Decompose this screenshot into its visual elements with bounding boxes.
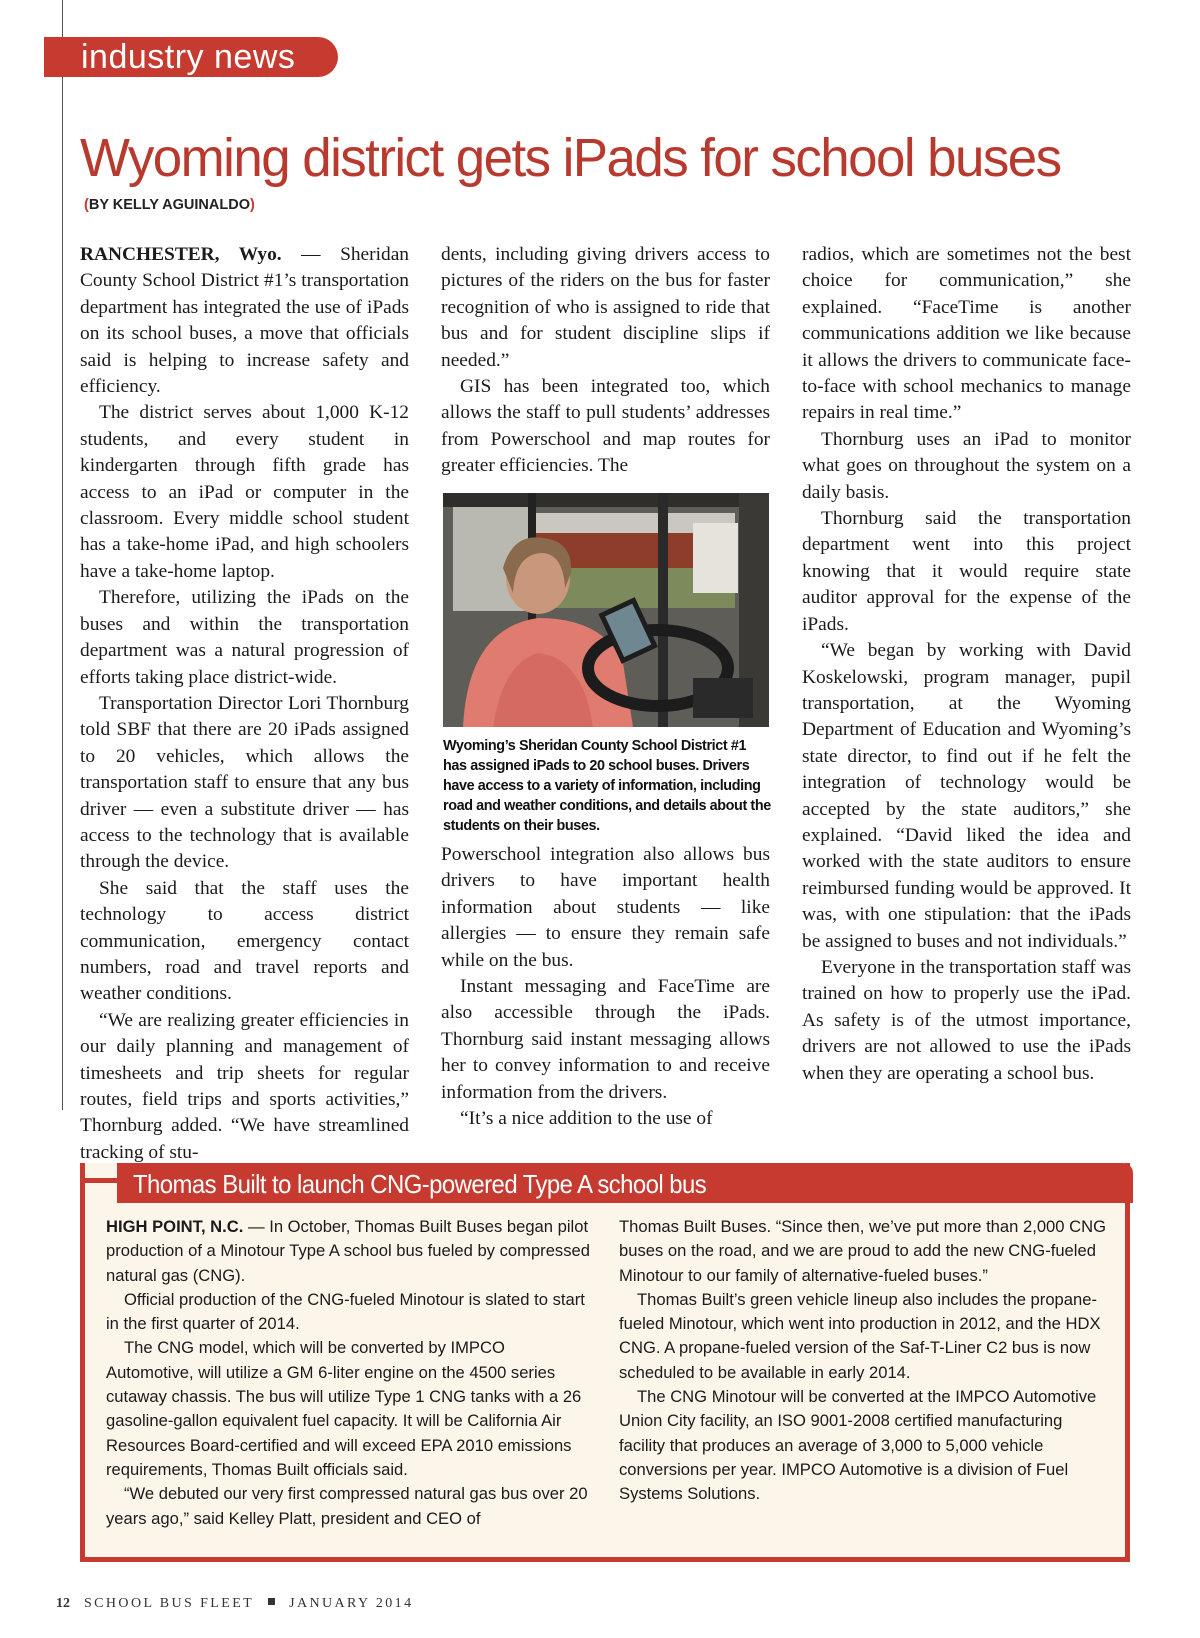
paragraph [80,242,409,400]
paragraph: The CNG model, which will be converted by IMPCO Automotive, will utilize a GM 6-liter engine on the 4500 series cutaway chassis. The bus will utilize Type 1 CNG tanks with a 26 gasoline-gallon equivalent fuel capacity. It will be California Air Resources Board-certified and will exceed EPA 2010 emissions requirements, Thomas Built officials said. [106,1338,582,1479]
paragraph: “We began by working with David Koskelowski, program manager, pupil transportation, at the Wyoming Department of Education and Wyoming’s state director, to find out if he felt the integration of technology would be accepted by the state auditors,” she explained. “David liked the idea and worked with the state auditors to ensure reimbursed funding would be approved. It was, with one stipulation: that the iPads be assigned to buses and not individuals.” [802,640,1131,952]
article-headline: Wyoming district gets iPads for school buses [80,128,1061,188]
paragraph: “It’s a nice addition to the use of [460,1108,713,1130]
byline: (BY KELLY AGUINALDO) [84,197,255,213]
paragraph [106,1215,594,1288]
margin-rule [62,0,63,1110]
paragraph: Therefore, utilizing the iPads on the buses and within the transportation department was a natural progression of efforts taking place district-wide. [80,587,409,688]
paragraph: The CNG Minotour will be converted at the IMPCO Automotive Union City facility, an ISO 9001-2008 certified manufacturing facility that produces an average of 3,000 to 5,000 vehicle conversions per year. IMPCO Automotive is a division of Fuel Systems Solutions. [619,1387,1097,1504]
paragraph: radios, which are sometimes not the best choice for communication,” she explained. “FaceTime is another communications addition we like because it allows the drivers to communicate face-to-face with school mechanics to manage repairs in real time.” [802,244,1131,424]
sidebar-column-1 [106,1215,594,1531]
sidebar-column-2 [619,1215,1107,1507]
article-column-2-bottom [441,842,770,1130]
dateline: RANCHESTER, Wyo. [80,244,282,265]
paragraph: “We debuted our very first compressed natural gas bus over 20 years ago,” said Kelley Platt, president and CEO of [106,1484,588,1528]
paragraph: Transportation Director Lori Thornburg told SBF that there are 20 iPads assigned to 20 vehicles, which allows the transportation staff to ensure that any bus driver — even a substitute driver — has access to the technology that is available through the device. [80,692,409,873]
page-footer [56,1596,413,1612]
sidebar-title: Thomas Built to launch CNG-powered Type A school bus [133,1169,707,1199]
paragraph-text: — Sheridan County School District #1’s transportation department has integrated the use of iPads on its school buses, a move that officials said is helping to increase safety and efficiency. [80,244,409,398]
paragraph: Powerschool integration also allows bus drivers to have important health information about students — like allergies — to ensure they remain safe while on the bus. [441,844,770,971]
paragraph: “We are realizing greater efficiencies in our daily planning and management of timesheets and trip sheets for regular routes, field trips and sports activities,” Thornburg added. “We have streamlined tracking of stu- [80,1009,409,1163]
issue-date: JANUARY 2014 [289,1596,414,1611]
paragraph: Thornburg uses an iPad to monitor what goes on throughout the system on a daily basis. [802,428,1131,503]
bus-driver-photo [443,493,769,727]
paragraph: Instant messaging and FaceTime are also accessible through the iPads. Thornburg said instant messaging allows her to convey information to and receive information from the drivers. [441,976,770,1103]
magazine-name: SCHOOL BUS FLEET [84,1596,255,1611]
sidebar-corner-rule [80,1178,120,1183]
sidebar-dateline: HIGH POINT, N.C. [106,1217,244,1236]
paragraph: dents, including giving drivers access to pictures of the riders on the bus for faster recognition of who is assigned to ride that bus and for student discipline slips if needed.” [441,244,770,371]
paragraph-text: — In October, Thomas Built Buses began pilot production of a Minotour Type A school bus fueled by compressed natural gas (CNG). [106,1217,590,1285]
paragraph: GIS has been integrated too, which allows the staff to pull students’ addresses from Powerschool and map routes for greater efficiencies. The [441,376,770,477]
section-tab: industry news [44,37,338,77]
byline-text: BY KELLY AGUINALDO [88,197,250,213]
paragraph: The district serves about 1,000 K-12 students, and every student in kindergarten through fifth grade has access to an iPad or computer in the classroom. Every middle school student has a take-home iPad, and high schoolers have a take-home laptop. [80,402,409,582]
article-column-3 [802,242,1131,1112]
separator-square [268,1598,275,1605]
paragraph: Official production of the CNG-fueled Minotour is slated to start in the first quarter of 2014. [106,1289,585,1334]
paragraph: Everyone in the transportation staff was trained on how to properly use the iPad. As safety is of the utmost importance, drivers are not allowed to use the iPads when they are operating a school bus. [802,956,1131,1084]
paragraph: Thornburg said the transportation department went into this project knowing that it would require state auditor approval for the expense of the iPads. [802,508,1131,635]
photo-caption: Wyoming’s Sheridan County School District #1 has assigned iPads to 20 school buses. Drivers have access to a variety of information, including road and weather conditions, and details about the students on their buses. [443,738,771,834]
article-column-2-top [441,242,770,477]
paragraph: She said that the staff uses the technology to access district communication, emergency contact numbers, road and travel reports and weather conditions. [80,877,409,1005]
article-column-1 [80,242,409,1163]
paragraph: Thomas Built’s green vehicle lineup also includes the propane-fueled Minotour, which went into production in 2012, and the HDX CNG. A propane-fueled version of the Saf-T-Liner C2 bus is now scheduled to be available in early 2014. [619,1289,1101,1382]
bus-driver-illustration [443,493,769,727]
page-number: 12 [56,1596,70,1611]
paragraph: Thomas Built Buses. “Since then, we’ve put more than 2,000 CNG buses on the road, and we are proud to add the new CNG-fueled Minotour to our family of alternative-fueled buses.” [619,1217,1106,1285]
